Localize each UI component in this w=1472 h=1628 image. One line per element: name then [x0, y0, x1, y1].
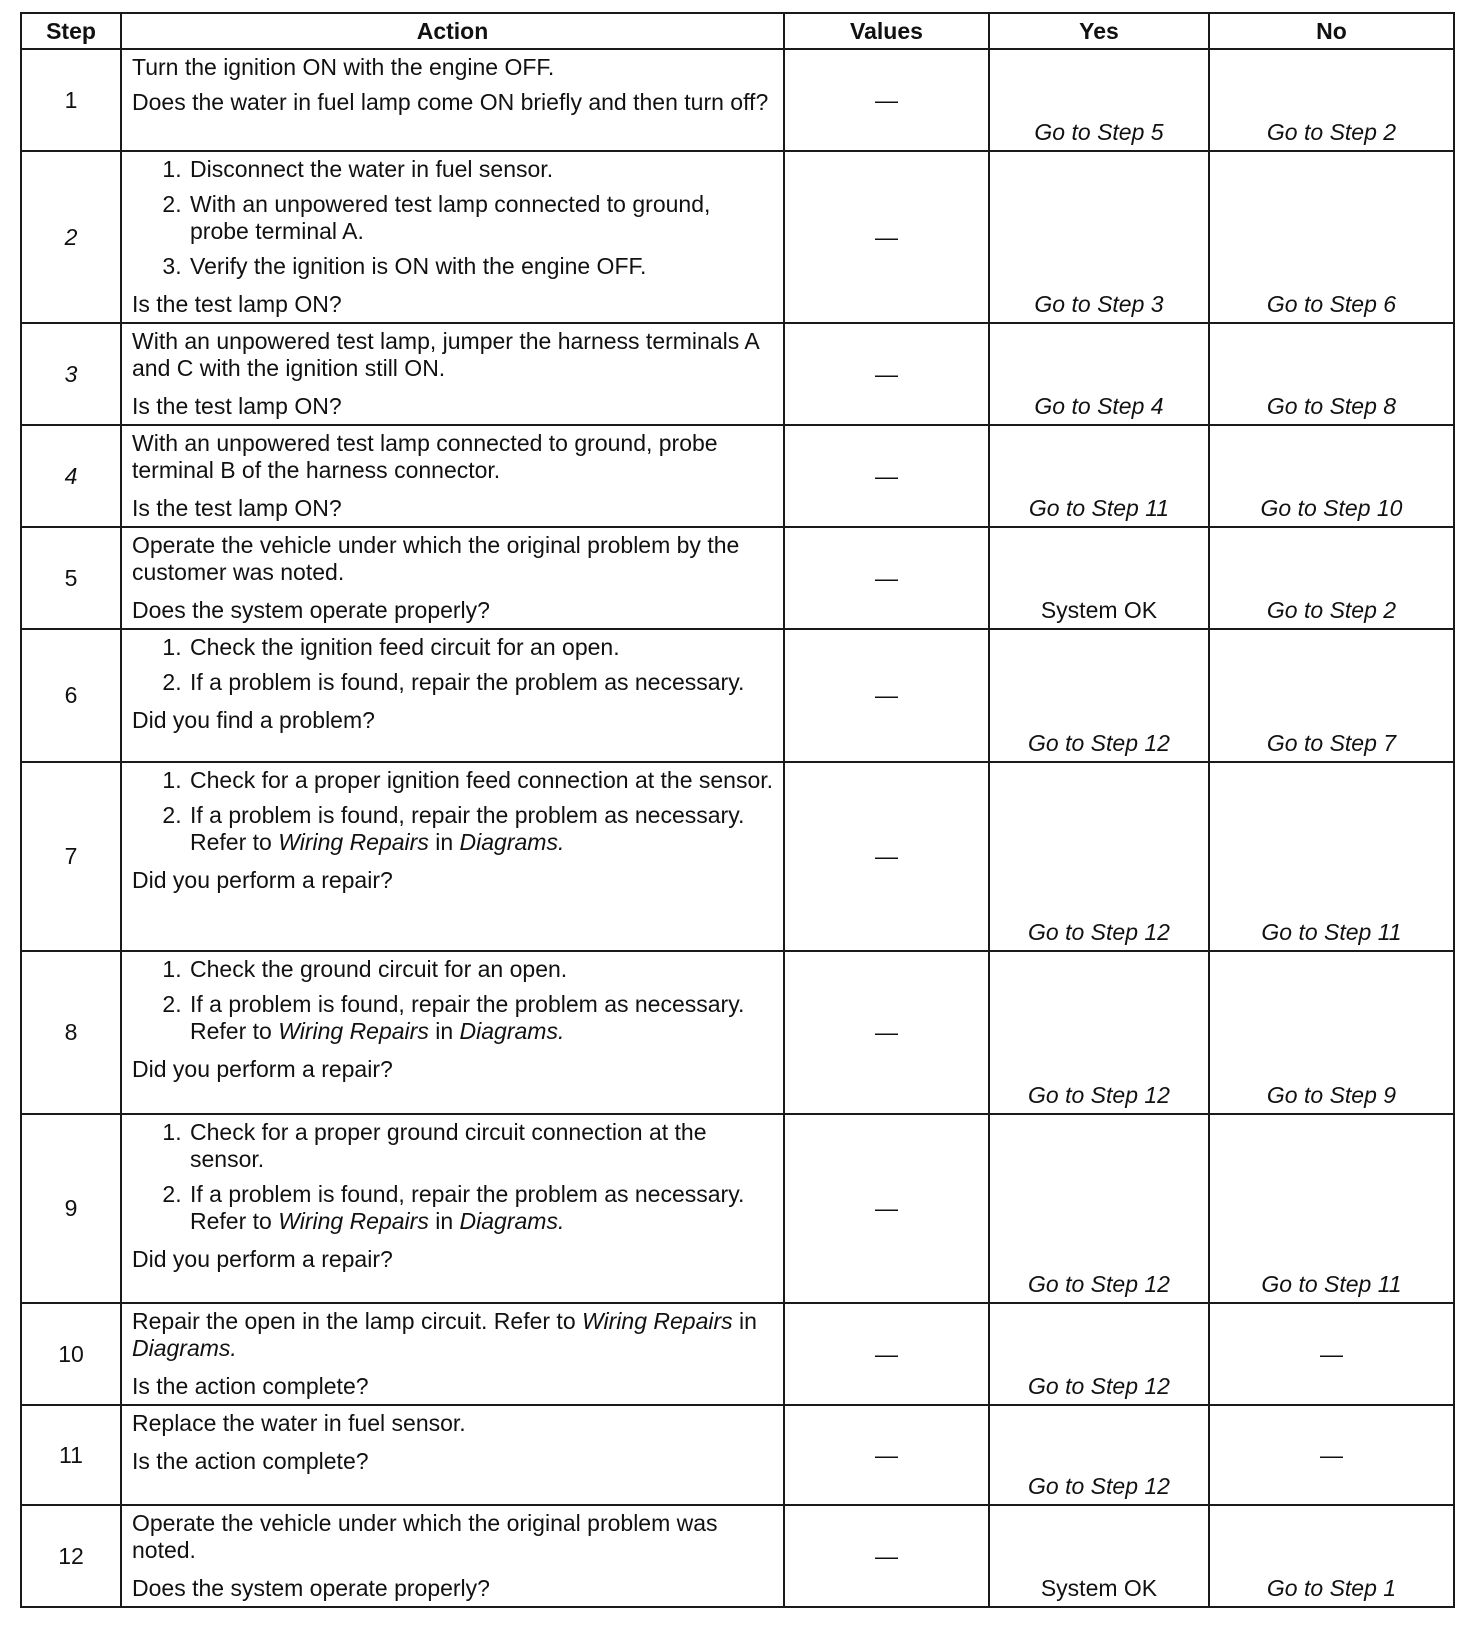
table-row-step-12: [21, 1505, 1454, 1607]
action-cell: [121, 1114, 784, 1303]
action-cell: [121, 425, 784, 527]
yes-cell: Go to Step 12: [989, 951, 1209, 1114]
action-question: Is the test lamp ON?: [132, 393, 342, 419]
action-cell: [121, 1303, 784, 1405]
yes-cell: Go to Step 12: [989, 1114, 1209, 1303]
values-cell: —: [784, 629, 989, 762]
action-text: Operate the vehicle under which the original problem by the customer was noted.: [132, 532, 740, 585]
values-cell: —: [784, 1114, 989, 1303]
header-no: No: [1209, 13, 1454, 49]
values-cell: —: [784, 425, 989, 527]
wiring-repairs-ref: Wiring Repairs: [278, 829, 429, 855]
action-text: With an unpowered test lamp connected to ground, probe terminal B of the harness connector.: [132, 430, 718, 483]
yes-cell: Go to Step 5: [989, 49, 1209, 151]
action-cell: [121, 1405, 784, 1505]
values-cell: —: [784, 1303, 989, 1405]
step-number: 9: [21, 1114, 121, 1303]
step-number: 8: [21, 951, 121, 1114]
action-text: With an unpowered test lamp, jumper the harness terminals A and C with the ignition still ON.: [132, 328, 759, 381]
table-row-step-9: [21, 1114, 1454, 1303]
values-cell: —: [784, 762, 989, 951]
action-cell: [121, 762, 784, 951]
action-question: Is the action complete?: [132, 1373, 369, 1399]
action-cell: [121, 527, 784, 629]
yes-cell: Go to Step 4: [989, 323, 1209, 425]
wiring-repairs-ref: Wiring Repairs: [582, 1308, 733, 1334]
table-row-step-11: [21, 1405, 1454, 1505]
yes-cell: Go to Step 11: [989, 425, 1209, 527]
step-number: 2: [21, 151, 121, 323]
action-cell: [121, 951, 784, 1114]
action-question: Did you perform a repair?: [132, 867, 393, 893]
action-step-item: 3. Verify the ignition is ON with the engine OFF.: [188, 253, 775, 280]
action-text-lead: Repair the open in the lamp circuit. Refer to: [132, 1308, 583, 1334]
table-row-step-8: [21, 951, 1454, 1114]
action-step-item: 1. Check the ground circuit for an open.: [188, 956, 775, 983]
header-row: [21, 13, 1454, 49]
step-number: 3: [21, 323, 121, 425]
action-steps-list: [132, 767, 775, 856]
no-cell: Go to Step 8: [1209, 323, 1454, 425]
no-cell: Go to Step 1: [1209, 1505, 1454, 1607]
yes-cell: Go to Step 12: [989, 1303, 1209, 1405]
action-step-item: [188, 991, 775, 1045]
action-cell: [121, 151, 784, 323]
action-step-text: If a problem is found, repair the problem as necessary. Refer to: [190, 991, 745, 1044]
action-cell: [121, 1505, 784, 1607]
no-cell: Go to Step 2: [1209, 49, 1454, 151]
action-step-item: 2. With an unpowered test lamp connected to ground, probe terminal A.: [188, 191, 775, 245]
values-cell: —: [784, 1505, 989, 1607]
action-steps-list: [132, 634, 775, 696]
yes-cell: Go to Step 3: [989, 151, 1209, 323]
action-step-item: 1. Check for a proper ground circuit connection at the sensor.: [188, 1119, 775, 1173]
action-steps-list: [132, 1119, 775, 1235]
action-step-item: 1. Check for a proper ignition feed connection at the sensor.: [188, 767, 775, 794]
action-question: Does the system operate properly?: [132, 597, 490, 623]
step-number: 11: [21, 1405, 121, 1505]
action-steps-list: [132, 956, 775, 1045]
action-text: Replace the water in fuel sensor.: [132, 1410, 466, 1436]
action-question: Is the action complete?: [132, 1448, 369, 1474]
values-cell: —: [784, 49, 989, 151]
action-question: Does the system operate properly?: [132, 1575, 490, 1601]
ref-connector: in: [428, 1208, 460, 1234]
action-step-text: If a problem is found, repair the problem as necessary. Refer to: [190, 1181, 745, 1234]
action-step-item: [188, 802, 775, 856]
action-question: Did you perform a repair?: [132, 1056, 393, 1082]
action-question: Did you find a problem?: [132, 707, 375, 733]
ref-connector: in: [428, 1018, 460, 1044]
step-number: 4: [21, 425, 121, 527]
no-cell: Go to Step 6: [1209, 151, 1454, 323]
no-cell: Go to Step 2: [1209, 527, 1454, 629]
table-row-step-2: [21, 151, 1454, 323]
values-cell: —: [784, 1405, 989, 1505]
action-question: Does the water in fuel lamp come ON briefly and then turn off?: [132, 89, 769, 115]
values-cell: —: [784, 527, 989, 629]
step-number: 5: [21, 527, 121, 629]
diagrams-ref: Diagrams.: [459, 829, 565, 855]
yes-cell: System OK: [989, 1505, 1209, 1607]
no-cell: —: [1209, 1303, 1454, 1405]
table-row-step-5: [21, 527, 1454, 629]
step-number: 12: [21, 1505, 121, 1607]
header-step: Step: [21, 13, 121, 49]
action-step-item: 1. Disconnect the water in fuel sensor.: [188, 156, 775, 183]
table-row-step-3: [21, 323, 1454, 425]
wiring-repairs-ref: Wiring Repairs: [278, 1018, 429, 1044]
table-row-step-7: [21, 762, 1454, 951]
action-question: Is the test lamp ON?: [132, 495, 342, 521]
table-row-step-1: [21, 49, 1454, 151]
diagrams-ref: Diagrams.: [459, 1208, 565, 1234]
action-cell: [121, 49, 784, 151]
yes-cell: Go to Step 12: [989, 762, 1209, 951]
table-row-step-10: [21, 1303, 1454, 1405]
action-text: Turn the ignition ON with the engine OFF.: [132, 54, 555, 80]
action-step-item: [188, 1181, 775, 1235]
action-question: Did you perform a repair?: [132, 1246, 393, 1272]
diagrams-ref: Diagrams.: [459, 1018, 565, 1044]
ref-connector: in: [732, 1308, 757, 1334]
step-number: 7: [21, 762, 121, 951]
no-cell: Go to Step 11: [1209, 1114, 1454, 1303]
action-cell: [121, 323, 784, 425]
values-cell: —: [784, 323, 989, 425]
no-cell: Go to Step 9: [1209, 951, 1454, 1114]
action-step-item: 1. Check the ignition feed circuit for an open.: [188, 634, 775, 661]
table-row-step-6: [21, 629, 1454, 762]
no-cell: —: [1209, 1405, 1454, 1505]
header-yes: Yes: [989, 13, 1209, 49]
action-cell: [121, 629, 784, 762]
values-cell: —: [784, 151, 989, 323]
step-number: 10: [21, 1303, 121, 1405]
action-step-item: 2. If a problem is found, repair the problem as necessary.: [188, 669, 775, 696]
no-cell: Go to Step 7: [1209, 629, 1454, 762]
step-number: 1: [21, 49, 121, 151]
ref-connector: in: [428, 829, 460, 855]
header-values: Values: [784, 13, 989, 49]
diagrams-ref: Diagrams.: [132, 1335, 237, 1361]
no-cell: Go to Step 10: [1209, 425, 1454, 527]
table-row-step-4: [21, 425, 1454, 527]
yes-cell: System OK: [989, 527, 1209, 629]
no-cell: Go to Step 11: [1209, 762, 1454, 951]
action-text: [132, 1308, 775, 1362]
values-cell: —: [784, 951, 989, 1114]
step-number: 6: [21, 629, 121, 762]
action-text: Operate the vehicle under which the original problem was noted.: [132, 1510, 718, 1563]
diagnostic-table: [20, 12, 1455, 1608]
yes-cell: Go to Step 12: [989, 1405, 1209, 1505]
action-steps-list: [132, 156, 775, 280]
action-step-text: If a problem is found, repair the problem as necessary. Refer to: [190, 802, 745, 855]
wiring-repairs-ref: Wiring Repairs: [278, 1208, 429, 1234]
header-action: Action: [121, 13, 784, 49]
yes-cell: Go to Step 12: [989, 629, 1209, 762]
action-question: Is the test lamp ON?: [132, 291, 342, 317]
